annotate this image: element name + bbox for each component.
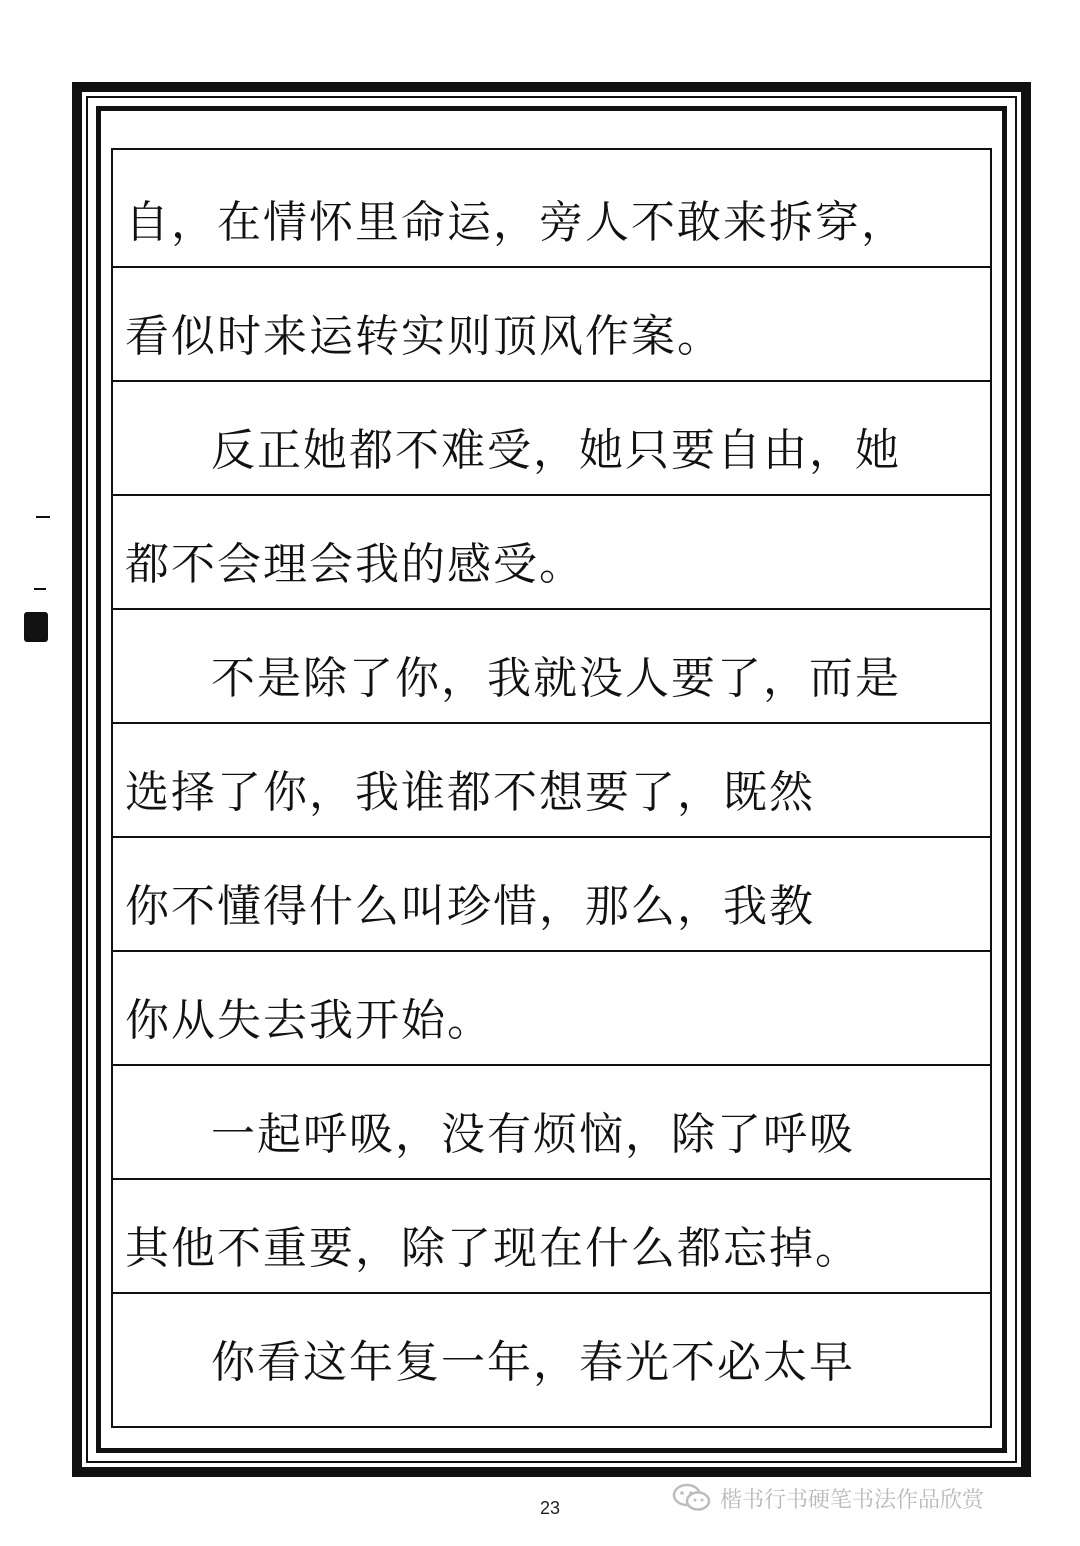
grid-rule: [113, 1178, 990, 1180]
grid-rule: [113, 836, 990, 838]
handwritten-line-10: 其他不重要，除了现在什么都忘掉。: [125, 1223, 861, 1274]
grid-rule: [113, 950, 990, 952]
side-mark-block: [24, 612, 48, 642]
handwritten-line-7: 你不懂得什么叫珍惜，那么，我教: [125, 881, 815, 932]
handwritten-line-6: 选择了你，我谁都不想要了，既然: [125, 767, 815, 818]
handwritten-line-1: 自，在情怀里命运，旁人不敢来拆穿，: [125, 197, 907, 248]
handwritten-line-2: 看似时来运转实则顶风作案。: [125, 311, 723, 362]
watermark-text: 楷书行书硬笔书法作品欣赏: [720, 1487, 985, 1513]
grid-rule: [113, 1064, 990, 1066]
handwritten-line-4: 都不会理会我的感受。: [125, 539, 585, 590]
grid-rule: [113, 1292, 990, 1294]
watermark: [672, 1478, 984, 1518]
page-number: 23: [539, 1498, 561, 1518]
handwritten-line-5: 不是除了你，我就没人要了，而是: [211, 653, 901, 704]
handwritten-line-11: 你看这年复一年，春光不必太早: [211, 1337, 855, 1388]
side-mark-small-1: [36, 516, 50, 518]
grid-rule: [113, 494, 990, 496]
side-mark-small-2: [34, 588, 46, 590]
writing-grid: [111, 148, 992, 1428]
grid-rule: [113, 266, 990, 268]
handwritten-line-9: 一起呼吸，没有烦恼，除了呼吸: [211, 1109, 855, 1160]
grid-rule: [113, 380, 990, 382]
grid-rule: [113, 722, 990, 724]
grid-rule: [113, 608, 990, 610]
wechat-icon: [672, 1482, 712, 1514]
handwritten-line-3: 反正她都不难受，她只要自由，她: [211, 425, 901, 476]
handwritten-line-8: 你从失去我开始。: [125, 995, 493, 1046]
